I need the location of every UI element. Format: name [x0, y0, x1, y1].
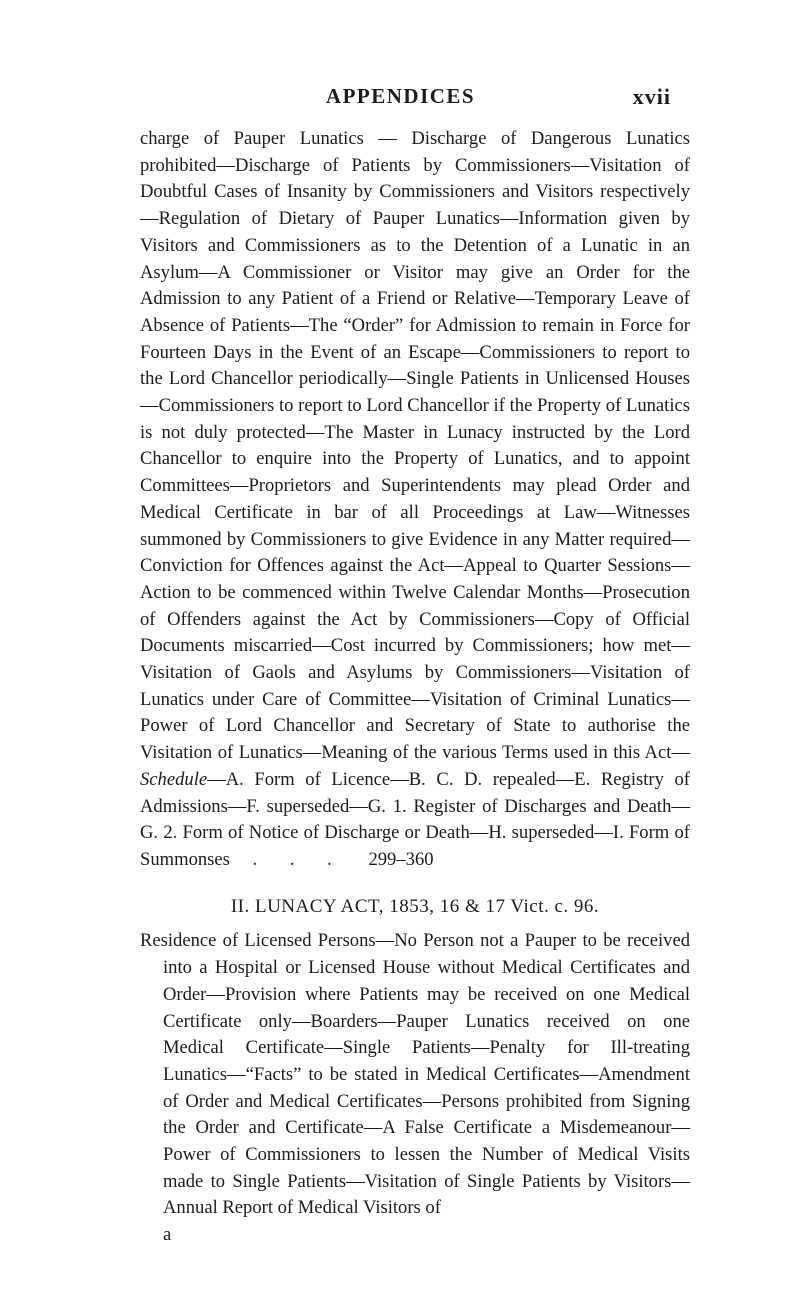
catchword: a: [163, 1224, 172, 1246]
contents-paragraph-1: [140, 126, 690, 874]
contents-paragraph-2: Residence of Licensed Persons—No Person not a Pauper to be received into a Hospital or Licensed House without Medical Certificates and Order—Provision where Patients may be received on one Medical Certificate only—Boarders—Pauper Lunatics received on one Medical Certificate—Single Patients—Penalty for Ill-treating Lunatics—“Facts” to be stated in Medical Certificates—Amendment of Order and Medical Certificates—Persons prohibited from Signing the Order and Certificate—A False Certificate a Misdemeanour—Power of Commissioners to lessen the Number of Medical Visits made to Single Patients—Visitation of Single Patients by Visitors—Annual Report of Medical Visitors of: [140, 930, 690, 1219]
schedule-text: —A. Form of Licence—B. C. D. repealed—E. Registry of Admissions—F. superseded—G. 1. Register of Discharges and Death—G. 2. Form of Notice of Discharge or Death—H. superseded—I. Form of Summonses: [140, 768, 690, 870]
contents-body: [140, 126, 690, 1249]
schedule-label: Schedule: [140, 768, 208, 790]
page-range: 299–360: [368, 848, 434, 870]
page-header: [0, 84, 801, 114]
section-heading: II. LUNACY ACT, 1853, 16 & 17 Vict. c. 96.: [230, 895, 600, 917]
leader-dots: . . .: [252, 848, 346, 870]
paragraph-1-text: charge of Pauper Lunatics — Discharge of Dangerous Lunatics prohibited—Discharge of Patients by Commissioners—Visitation of Doubtful Cases of Insanity by Commissioners and Visitors respectively—Regulation of Dietary of Pauper Lunatics—Information given by Visitors and Commissioners as to the Detention of a Lunatic in an Asylum—A Commissioner or Visitor may give an Order for the Admission to any Patient of a Friend or Relative—Temporary Leave of Absence of Patients—The “Order” for Admission to remain in Force for Fourteen Days in the Event of an Escape—Commissioners to report to the Lord Chancellor periodically—Single Patients in Unlicensed Houses—Commissioners to report to Lord Chancellor if the Property of Lunatics is not duly protected—The Master in Lunacy instructed by the Lord Chancellor to enquire into the Property of Lunatics, and to appoint Committees—Proprietors and Superintendents may plead Order and Medical Certificate in bar of all Proceedings at Law—Witnesses summoned by Commissioners to give Evidence in any Matter required—Conviction for Offences against the Act—Appeal to Quarter Sessions—Action to be commenced within Twelve Calendar Months—Prosecution of Offenders against the Act by Commissioners—Copy of Official Documents miscarried—Cost incurred by Commissioners; how met—Visitation of Gaols and Asylums by Commissioners—Visitation of Lunatics under Care of Committee—Visitation of Criminal Lunatics—Power of Lord Chancellor and Secretary of State to authorise the Visitation of Lunatics—Meaning of the various Terms used in this Act—: [140, 128, 690, 764]
page-number: xvii: [632, 84, 671, 109]
running-head: APPENDICES: [325, 84, 476, 108]
